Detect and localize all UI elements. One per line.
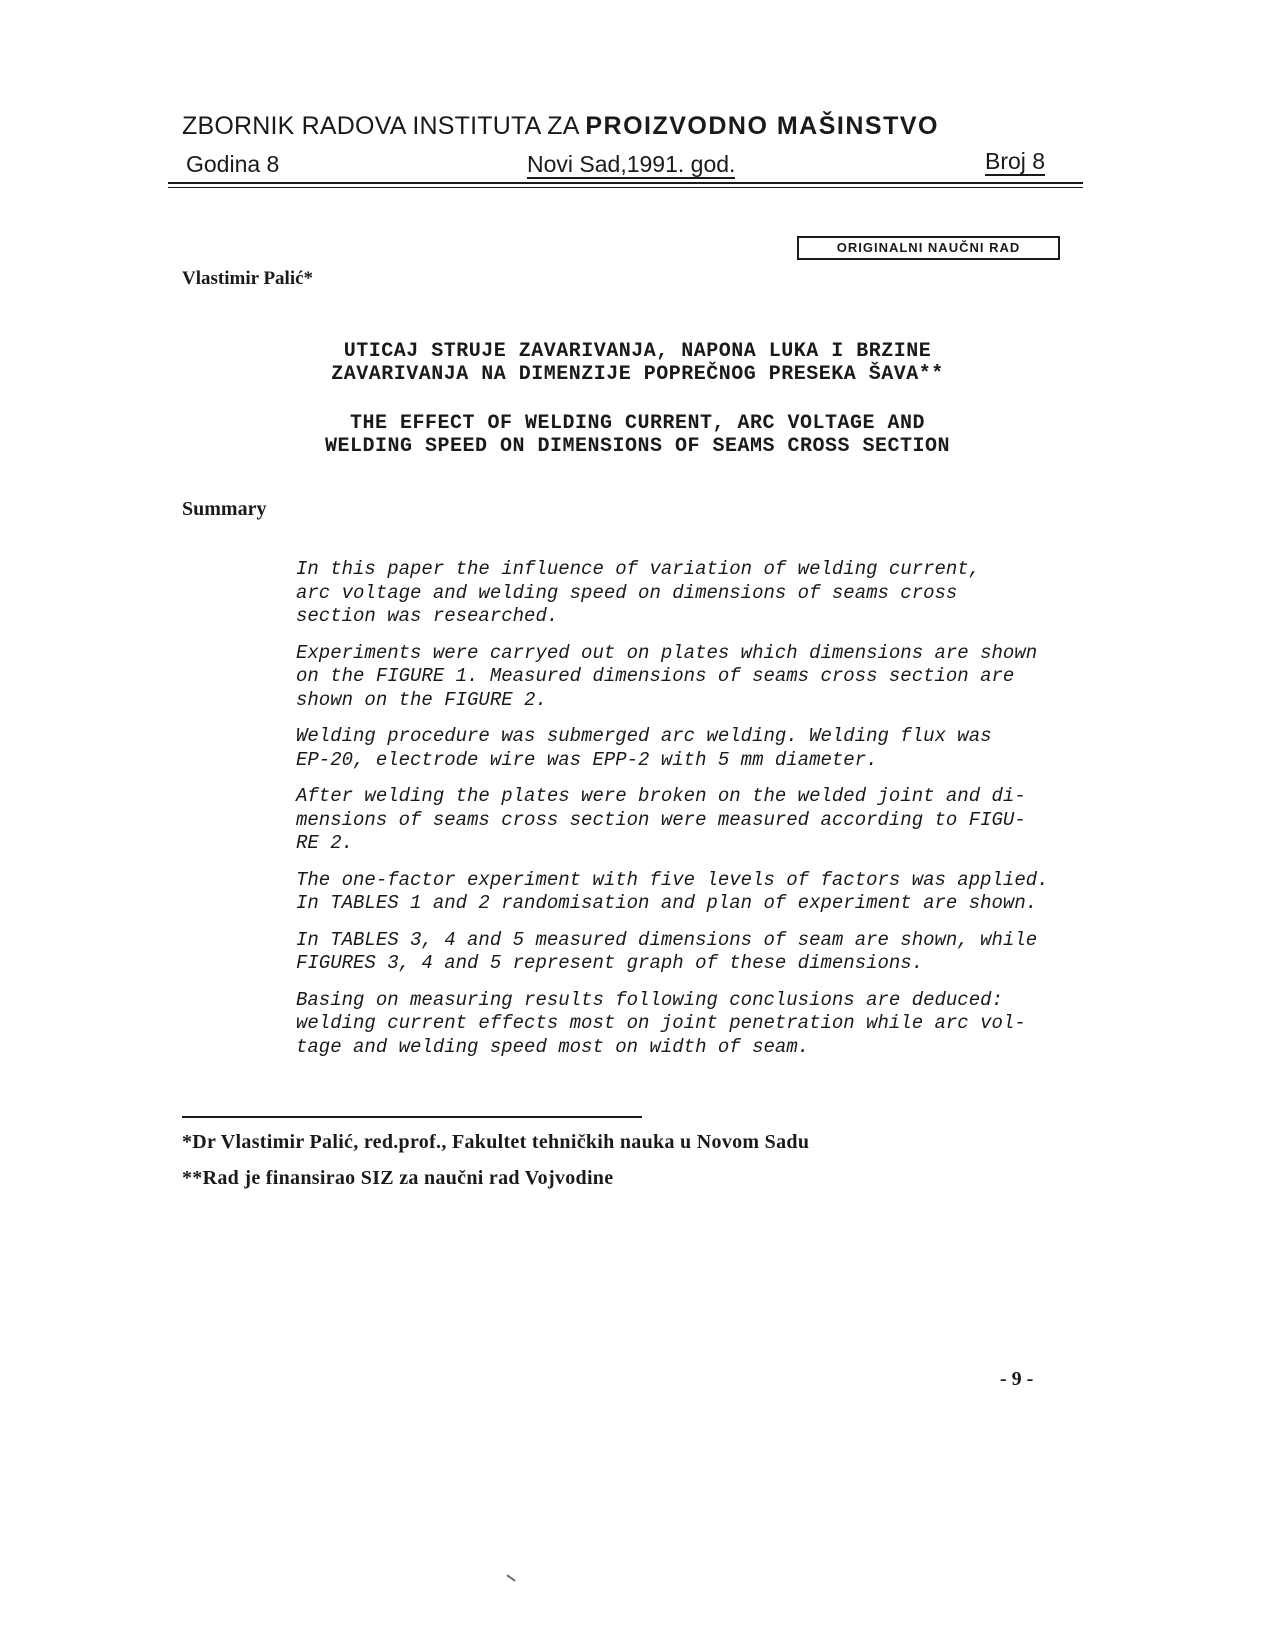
- issue-text: Broj 8: [985, 148, 1046, 174]
- abstract-paragraph: Welding procedure was submerged arc welding. Welding flux was EP-20, electrode wire was EPP-2 with 5 mm diameter.: [296, 725, 992, 771]
- footnote-rule: [182, 1116, 642, 1118]
- journal-place-date: [527, 151, 735, 178]
- abstract: [296, 558, 1096, 1072]
- place-date-text: Novi Sad,1991. god.: [527, 151, 736, 177]
- category-badge: ORIGINALNI NAUČNI RAD: [797, 236, 1060, 260]
- scan-artifact: [506, 1574, 515, 1581]
- abstract-paragraph: Experiments were carryed out on plates which dimensions are shown on the FIGURE 1. Measured dimensions of seams cross section are shown on the FIGURE 2.: [296, 641, 1038, 711]
- title-english-line-1: THE EFFECT OF WELDING CURRENT, ARC VOLTAGE AND: [349, 412, 926, 435]
- title-english-line-2: WELDING SPEED ON DIMENSIONS OF SEAMS CROSS SECTION: [324, 435, 951, 458]
- header-rule: [168, 182, 1083, 184]
- journal-title-bold: PROIZVODNO MAŠINSTVO: [585, 112, 939, 140]
- author-name: Vlastimir Palić*: [182, 268, 314, 289]
- footnote-funding: **Rad je finansirao SIZ za naučni rad Vojvodine: [182, 1167, 614, 1189]
- header-rule-thin: [168, 187, 1083, 188]
- abstract-paragraph: The one-factor experiment with five levels of factors was applied. In TABLES 1 and 2 randomisation and plan of experiment are shown.: [296, 868, 1049, 914]
- abstract-paragraph: In TABLES 3, 4 and 5 measured dimensions of seam are shown, while FIGURES 3, 4 and 5 represent graph of these dimensions.: [296, 928, 1038, 974]
- page-number: - 9 -: [1000, 1368, 1034, 1390]
- journal-title-plain: ZBORNIK RADOVA INSTITUTA ZA: [182, 112, 586, 140]
- title-serbian-line-1: UTICAJ STRUJE ZAVARIVANJA, NAPONA LUKA I BRZINE: [343, 340, 932, 363]
- journal-year: Godina 8: [186, 151, 280, 177]
- abstract-paragraph: After welding the plates were broken on the welded joint and di- mensions of seams cross section were measured according to FIGU- RE 2.: [296, 785, 1026, 854]
- footnote-author: *Dr Vlastimir Palić, red.prof., Fakultet tehničkih nauka u Novom Sadu: [182, 1131, 810, 1153]
- abstract-paragraph: Basing on measuring results following conclusions are deduced: welding current effects most on joint penetration while arc vol- tage and welding speed most on width of seam.: [296, 988, 1026, 1058]
- journal-issue: [985, 148, 1045, 175]
- title-serbian-line-2: ZAVARIVANJA NA DIMENZIJE POPREČNOG PRESEKA ŠAVA**: [331, 363, 944, 386]
- summary-heading: Summary: [182, 498, 267, 520]
- abstract-paragraph: In this paper the influence of variation of welding current, arc voltage and welding speed on dimensions of seams cross section was researched.: [296, 558, 981, 627]
- journal-title: [182, 112, 939, 141]
